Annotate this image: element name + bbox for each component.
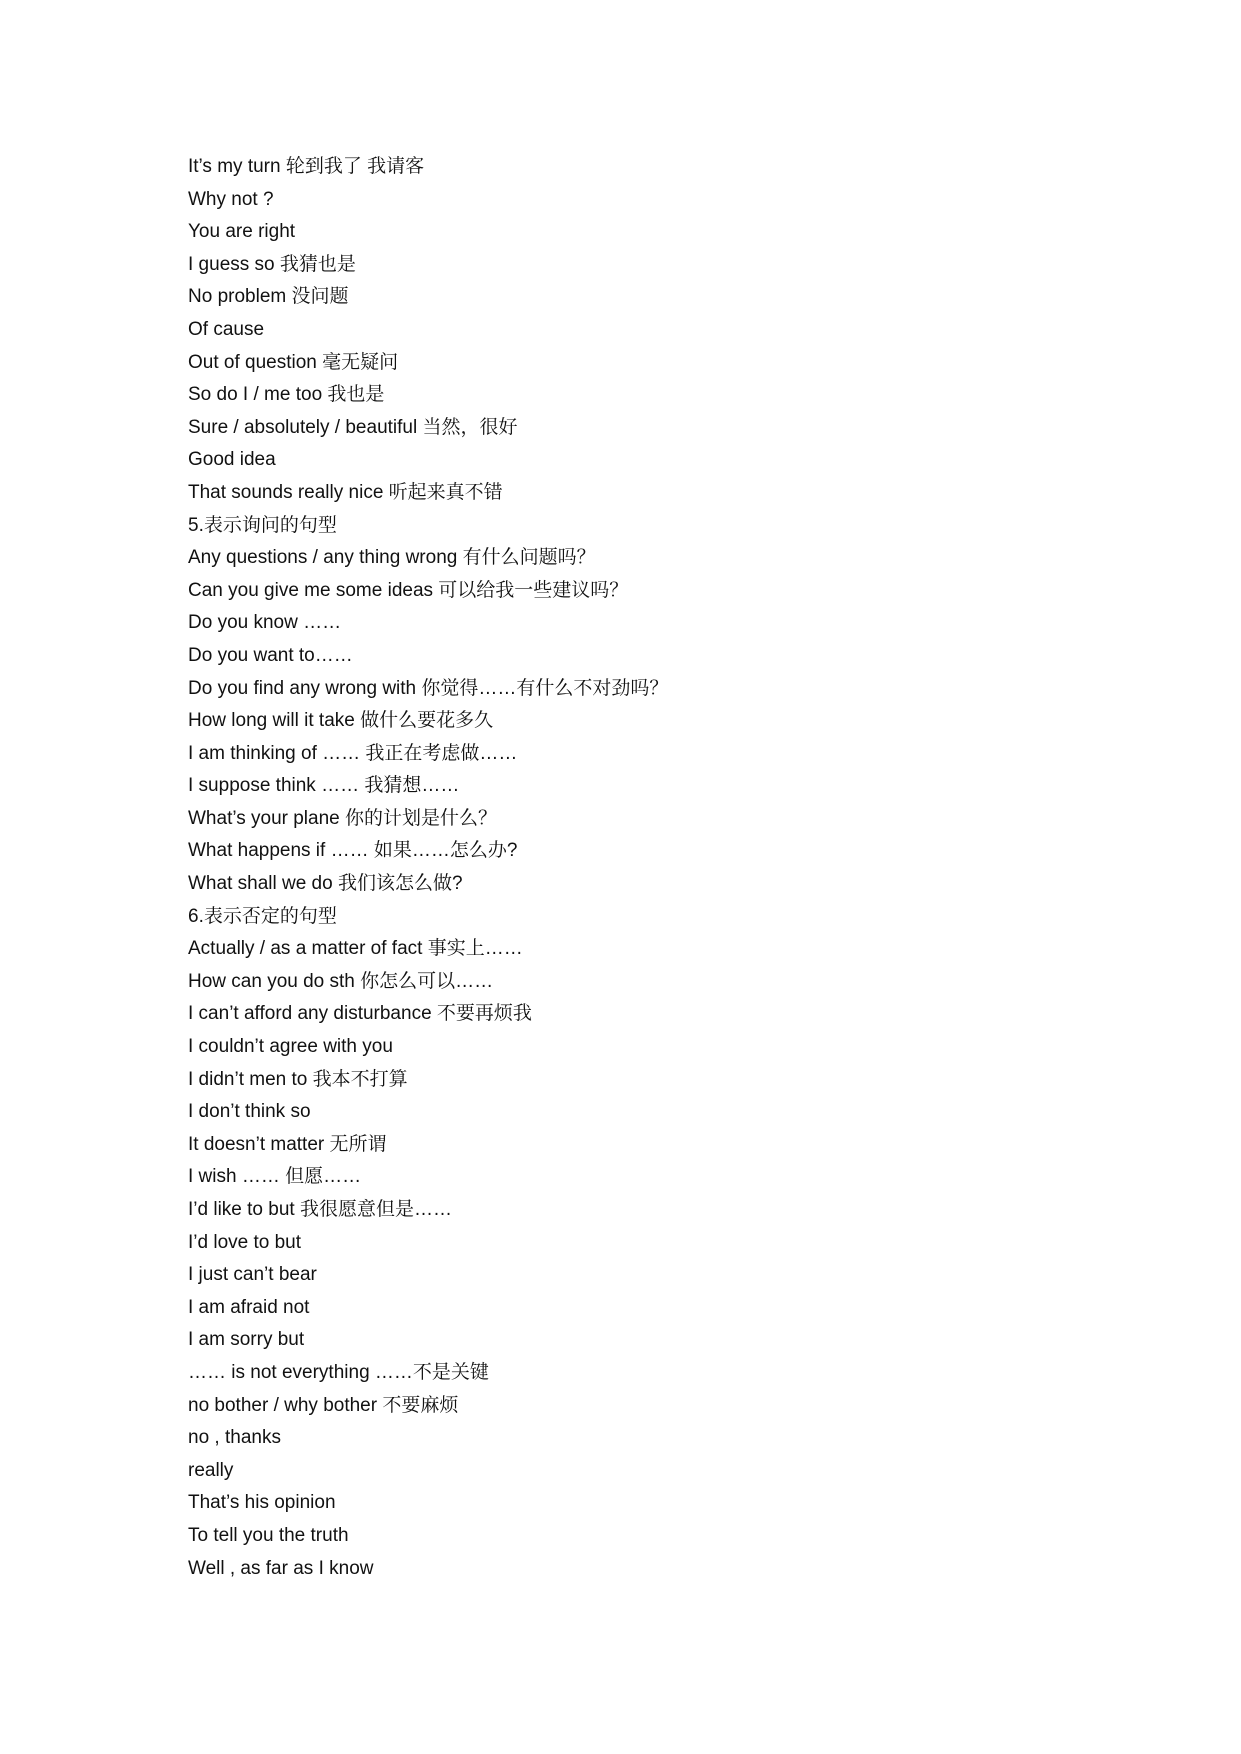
- phrase-line: What’s your plane 你的计划是什么？: [188, 807, 498, 829]
- phrase-line: So do I / me too 我也是: [188, 384, 385, 406]
- phrase-line: I am sorry but: [188, 1329, 305, 1351]
- phrase-line: It doesn’t matter 无所谓: [188, 1133, 387, 1155]
- phrase-line: Out of question 毫无疑问: [188, 351, 399, 373]
- phrase-line: Of cause: [188, 318, 265, 340]
- phrase-line: Actually / as a matter of fact 事实上……: [188, 938, 523, 960]
- phrase-line: really: [188, 1459, 234, 1481]
- phrase-line: What happens if …… 如果……怎么办?: [188, 840, 518, 862]
- phrase-line: …… is not everything ……不是关键: [188, 1361, 489, 1383]
- phrase-line: I wish …… 但愿……: [188, 1166, 362, 1188]
- phrase-line: I don’t think so: [188, 1101, 311, 1123]
- phrase-line: To tell you the truth: [188, 1524, 349, 1546]
- phrase-line: I suppose think …… 我猜想……: [188, 775, 460, 797]
- phrase-line: I didn’t men to 我本不打算: [188, 1068, 408, 1090]
- phrase-line: I am afraid not: [188, 1296, 310, 1318]
- phrase-line: no bother / why bother 不要麻烦: [188, 1394, 459, 1416]
- phrase-line: Can you give me some ideas 可以给我一些建议吗？: [188, 579, 629, 601]
- phrase-line: I guess so 我猜也是: [188, 253, 356, 275]
- phrase-line: 5.表示询问的句型: [188, 514, 337, 536]
- phrase-line: I’d like to but 我很愿意但是……: [188, 1199, 452, 1220]
- phrase-line: I’d love to but: [188, 1231, 302, 1253]
- phrase-line: no , thanks: [188, 1427, 281, 1449]
- phrase-line: You are right: [188, 221, 296, 243]
- phrase-list: [188, 151, 1148, 1585]
- phrase-line: Do you find any wrong with 你觉得……有什么不对劲吗？: [188, 677, 669, 699]
- phrase-line: Any questions / any thing wrong 有什么问题吗？: [188, 547, 596, 569]
- phrase-line: I couldn’t agree with you: [188, 1036, 393, 1058]
- phrase-line: No problem 没问题: [188, 286, 349, 308]
- phrase-line: Well , as far as I know: [188, 1557, 374, 1579]
- phrase-line: What shall we do 我们该怎么做?: [188, 873, 463, 895]
- phrase-line: I just can’t bear: [188, 1264, 317, 1286]
- phrase-line: Sure / absolutely / beautiful 当然，很好: [188, 416, 518, 438]
- phrase-line: I can’t afford any disturbance 不要再烦我: [188, 1003, 532, 1025]
- phrase-line: I am thinking of …… 我正在考虑做……: [188, 742, 518, 764]
- phrase-line: 6.表示否定的句型: [188, 905, 337, 927]
- phrase-line: Good idea: [188, 449, 276, 471]
- phrase-line: That’s his opinion: [188, 1492, 336, 1514]
- phrase-line: It’s my turn 轮到我了 我请客: [188, 156, 425, 177]
- phrase-line: That sounds really nice 听起来真不错: [188, 481, 503, 503]
- phrase-line: Do you want to……: [188, 644, 353, 666]
- phrase-line: How can you do sth 你怎么可以……: [188, 970, 494, 992]
- phrase-line: Do you know ……: [188, 612, 342, 634]
- phrase-line: How long will it take 做什么要花多久: [188, 710, 494, 732]
- phrase-line: Why not ?: [188, 188, 274, 210]
